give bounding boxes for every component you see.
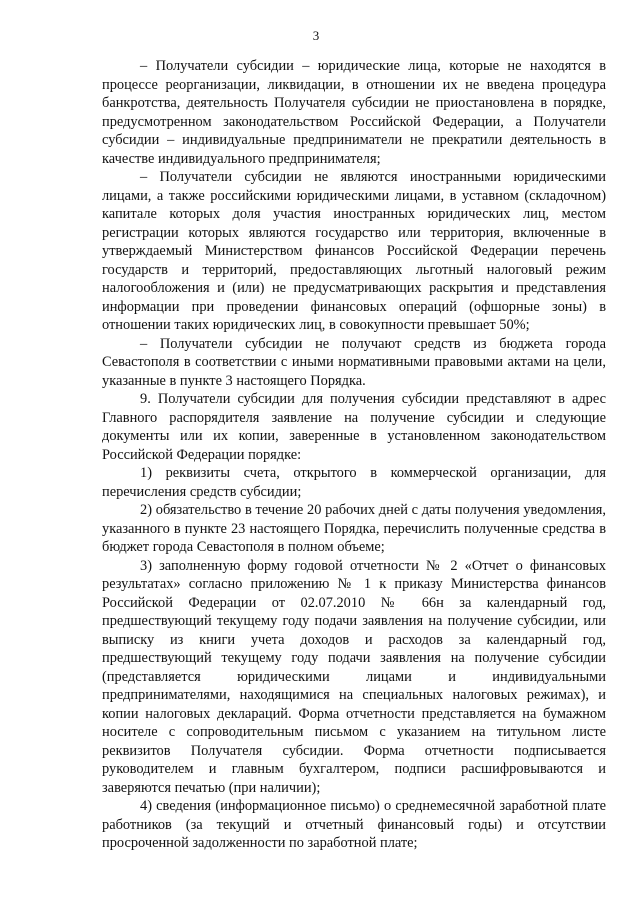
paragraph-requirement-no-other-budget-funds: – Получатели субсидии не получают средств из бюджета города Севастополя в соответствии с иными нормативными правовыми актами на цели, указанные в пункте 3 настоящего Порядка. <box>102 335 606 389</box>
paragraph-item-9-documents: 9. Получатели субсидии для получения субсидии представляют в адрес Главного распорядителя заявление на получение субсидии и следующие документы или их копии, заверенные в установленном законодательством Российской Федерации порядке: <box>102 391 606 463</box>
paragraph-requirement-no-reorganization: – Получатели субсидии – юридические лица, которые не находятся в процессе реорганизации, ликвидации, в отношении их не введена процедура банкротства, деятельность Получателя субсидии не приостановлена в порядке, предусмотренном законодательством Российской Федерации, а Получатели субсидии – индивидуальные предприниматели не прекратили деятельность в качестве индивидуального предпринимателя; <box>102 58 606 167</box>
paragraph-subitem-3-financial-report: 3) заполненную форму годовой отчетности № 2 «Отчет о финансовых результатах» согласно приложению № 1 к приказу Министерства финансов Российской Федерации от 02.07.2010 № 66н за календарный год, предшествующий текущему году подачи заявления на получение субсидии, или выписку из книги учета доходов и расходов за календарный год, предшествующий текущему году подачи заявления на получение субсидии (представляется юридическими лицами и индивидуальными предпринимателями, находящимися на специальных налоговых режимах), и копии налоговых деклараций. Форма отчетности представляется на бумажном носителе с сопроводительным письмом с указанием на титульном листе реквизитов Получателя субсидии. Форма отчетности подписывается руководителем и главным бухгалтером, подписи расшифровываются и заверяются печатью (при наличии); <box>102 557 606 796</box>
paragraph-subitem-2-obligation: 2) обязательство в течение 20 рабочих дней с даты получения уведомления, указанного в пункте 23 настоящего Порядка, перечислить полученные средства в бюджет города Севастополя в полном объеме; <box>102 502 606 555</box>
paragraph-subitem-4-salary-info: 4) сведения (информационное письмо) о среднемесячной заработной плате работников (за текущий и отчетный финансовый годы) и отсутствии просроченной задолженности по заработной плате; <box>102 798 606 851</box>
paragraph-subitem-1-bank-account: 1) реквизиты счета, открытого в коммерческой организации, для перечисления средств субсидии; <box>102 465 606 500</box>
document-body <box>102 57 606 853</box>
page-number: 3 <box>312 28 320 43</box>
paragraph-requirement-not-foreign-entity: – Получатели субсидии не являются иностранными юридическими лицами, а также российскими юридическими лицами, в уставном (складочном) капитале которых доля участия иностранных юридических лиц, местом регистрации которых являются государство или территория, включенные в утверждаемый Министерством финансов Российской Федерации перечень государств и территорий, предоставляющих льготный налоговый режим налогообложения и (или) не предусматривающих раскрытия и представления информации при проведении финансовых операций (офшорные зоны) в отношении таких юридических лиц, в совокупности превышает 50%; <box>102 169 606 333</box>
